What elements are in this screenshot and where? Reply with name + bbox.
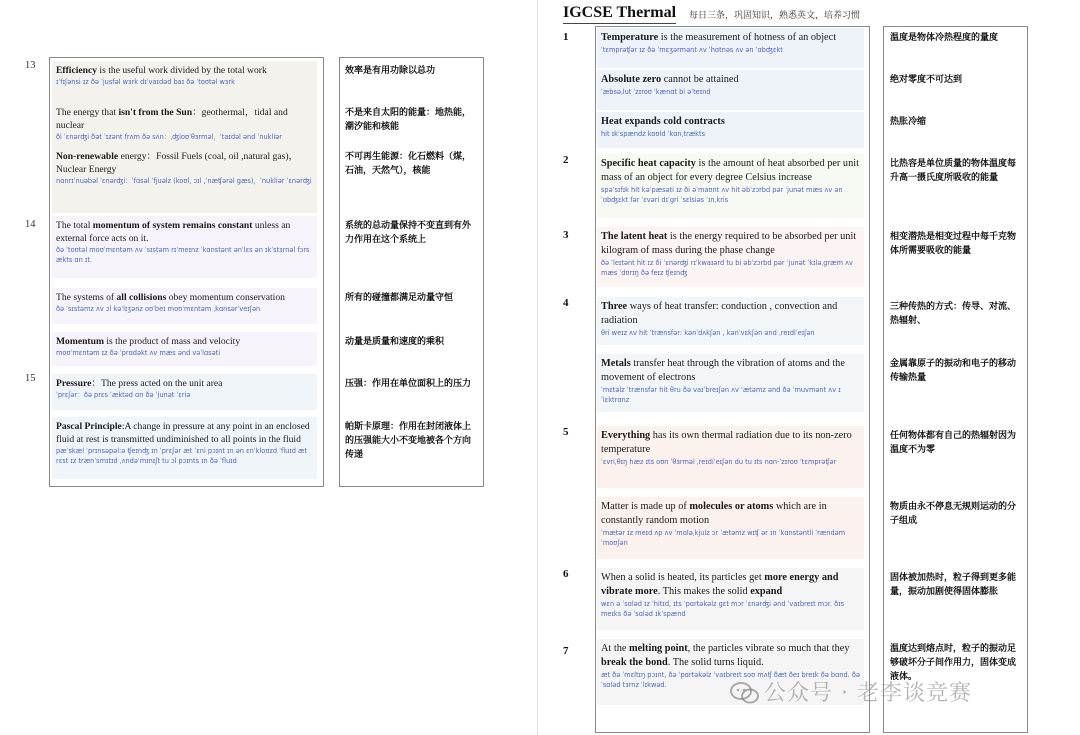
vocab-entry	[52, 147, 317, 213]
entry-phonetic: nɑnrɪˈnuəbəl ˈɛnərʤi：ˈfɑsəl ˈfjuəlz (koʊl, ɔɪl ,ˈnæʧərəl gæs)，ˈnukliər ˈɛnərʤi	[56, 177, 312, 185]
entry-phonetic: spəˈsɪfɪk hit kəˈpæsəti ɪz ði əˈmaʊnt ʌv hit əbˈzɔrbd pər ˈjunət mæs ʌv ən ˈɑbʤɛkt fər ˈɛvəri dɪˈgri ˈsɛlsiəs ˈɪnˌkris	[601, 186, 843, 204]
entry-english: Absolute zero cannot be attained	[601, 74, 739, 85]
entry-english: Everything has its own thermal radiation due to its non-zero temperature	[601, 430, 852, 455]
vocab-entry	[597, 112, 864, 148]
item-number: 6	[563, 568, 569, 580]
page-divider	[537, 0, 538, 735]
entry-phonetic: pæˈskæl ˈprɪnsəpəl:ə ʧeɪnʤ ɪn ˈprɛʃər æt ˈɛni pɔɪnt ɪn ən ɛnˈkloʊzd ˈfluɪd æt rɛst ɪz trænˈsmɪtɪd ˌʌndəˈmɪnɪʃt tu ɔl pɔɪnts ɪn ðə ˈfluɪd	[56, 447, 308, 465]
entry-phonetic: ˈɛvriˌθɪŋ hæz ɪts oʊn ˈθɜrməl ˌreɪdiˈeɪʃən du tu ɪts nɑn-ˈzɪroʊ ˈtɛmprəʧər	[601, 458, 837, 466]
entry-phonetic: ði ˈɛnərʤi ðət ˈɪzənt frʌm ðə sʌn：ˌʤioʊˈθɜrməl，ˈtaɪdəl ənd ˈnukliər	[56, 133, 282, 141]
entry-phonetic: ˈprɛʃər：ðə prɛs ˈæktəd ɑn ðə ˈjunət ˈɛriə	[56, 391, 191, 399]
item-number: 13	[25, 60, 36, 71]
entry-phonetic: wɛn ə ˈsɑləd ɪz ˈhitɪd, ɪts ˈpɑrtəkəlz gɛt mɔr ˈɛnərʤi ənd ˈvaɪbreɪt mɔr. ðɪs meɪks ðə ˈsɑləd ɪkˈspænd	[601, 600, 845, 618]
item-number: 3	[563, 229, 569, 241]
entry-chinese: 绝对零度不可达到	[890, 75, 963, 85]
vocab-entry	[52, 332, 317, 366]
entry-phonetic: ˈæbsəˌlut ˈzɪroʊ ˈkænɑt bi əˈteɪnd	[601, 88, 711, 96]
entry-phonetic: ðə ˈleɪtənt hit ɪz ði ˈɛnərʤi rɪˈkwaɪərd tu bi əbˈzɔrbd pər ˈjunət ˈkɪləˌgræm ʌv mæs ˈdʊrɪŋ ðə feɪz ʧeɪnʤ	[601, 259, 853, 277]
entry-chinese: 三种传热的方式：传导、对流、热辐射、	[890, 302, 1017, 326]
vocab-entry	[597, 227, 864, 287]
entry-chinese: 任何物体都有自己的热辐射因为温度不为零	[890, 431, 1017, 455]
item-number: 5	[563, 426, 569, 438]
vocab-entry	[597, 354, 864, 412]
item-number: 14	[25, 219, 36, 230]
entry-chinese: 温度达到熔点时，粒子的振动足够破坏分子间作用力，固体变成液体。	[890, 644, 1017, 682]
vocab-entry	[597, 28, 864, 68]
entry-phonetic: ˈmætər ɪz meɪd ʌp ʌv ˈmɑləˌkjulz ɔr ˈætəmz wɪʧ ər ɪn ˈkɑnstəntli ˈrændəm ˈmoʊʃən	[601, 529, 846, 547]
entry-english: Three ways of heat transfer: conduction , convection and radiation	[601, 301, 838, 326]
entry-phonetic: æt ðə ˈmɛltɪŋ pɔɪnt, ðə ˈpɑrtəkəlz ˈvaɪbreɪt soʊ mʌʧ ðæt ðeɪ breɪk ðə bɑnd. ðə ˈsɑləd tɜrnz ˈlɪkwəd.	[601, 671, 860, 689]
vocab-entry	[597, 568, 864, 630]
vocab-entry	[52, 417, 317, 479]
entry-english: Specific heat capacity is the amount of heat absorbed per unit mass of an object for every degree Celsius increase	[601, 158, 859, 183]
entry-english: Temperature is the measurement of hotness of an object	[601, 32, 837, 43]
entry-chinese: 不是来自太阳的能量：地热能，潮汐能和核能	[345, 108, 472, 132]
vocab-entry	[597, 297, 864, 345]
entry-phonetic: ˈmɛtəlz ˈtrænsfər hit θru ðə vaɪˈbreɪʃən ʌv ˈætəmz ənd ðə ˈmuvmənt ʌv ɪˈlɛktrɑnz	[601, 386, 841, 404]
vocab-entry	[597, 154, 864, 218]
wechat-icon	[730, 682, 760, 704]
entry-chinese: 比热容是单位质量的物体温度每升高一摄氏度所吸收的能量	[890, 159, 1017, 183]
watermark-text: 公众号 · 老李谈竞赛	[764, 681, 972, 706]
item-number: 7	[563, 645, 569, 657]
item-number: 2	[563, 154, 569, 166]
entry-english: Matter is made up of molecules or atoms which are in constantly random motion	[601, 501, 827, 526]
entry-chinese: 不可再生能源：化石燃料（煤，石油，天然气），核能	[345, 152, 472, 176]
entry-english: The total momentum of system remains constant unless an external force acts on it.	[56, 220, 291, 244]
vocab-entry	[52, 288, 317, 324]
vocab-entry	[52, 374, 317, 410]
entry-phonetic: ˈtɛmprəʧər ɪz ðə ˈmɛʒərmənt ʌv ˈhɑtnəs ʌv ən ˈɑbʤɛkt	[601, 46, 783, 54]
page-title: IGCSE Thermal	[563, 3, 676, 24]
entry-english: The energy that isn't from the Sun：geothermal，tidal and nuclear	[56, 107, 288, 131]
entry-english: At the melting point, the particles vibrate so much that they break the bond. The solid turns liquid.	[601, 643, 850, 668]
entry-english: Momentum is the product of mass and velocity	[56, 336, 241, 347]
entry-english: The latent heat is the energy required to be absorbed per unit kilogram of mass during the phase change	[601, 231, 857, 256]
entry-english: Efficiency is the useful work divided by the total work	[56, 65, 267, 76]
entry-chinese: 效率是有用功除以总功	[345, 66, 436, 76]
entry-chinese: 相变潜热是相变过程中每千克物体所需要吸收的能量	[890, 232, 1017, 256]
item-number: 1	[563, 31, 569, 43]
entry-phonetic: ɪˈfɪʃənsi ɪz ðə ˈjusfəl wɜrk dɪˈvaɪdəd baɪ ðə ˈtoʊtəl wɜrk	[56, 78, 235, 86]
entry-chinese: 物质由永不停息无规则运动的分子组成	[890, 502, 1017, 526]
vocab-entry	[597, 70, 864, 110]
vocab-entry	[597, 426, 864, 488]
entry-english: Non-renewable energy：Fossil Fuels (coal, oil ,natural gas)，Nuclear Energy	[56, 151, 299, 175]
entry-chinese: 固体被加热时，粒子得到更多能量，振动加剧使得固体膨胀	[890, 573, 1017, 597]
entry-english: Pressure：The press acted on the unit area	[56, 378, 223, 389]
entry-chinese: 帕斯卡原理：作用在封闭液体上的压强能大小不变地被各个方向传递	[345, 422, 472, 460]
entry-english: The systems of all collisions obey momentum conservation	[56, 292, 285, 303]
entry-english: Heat expands cold contracts	[601, 116, 725, 127]
watermark	[730, 676, 972, 707]
entry-chinese: 所有的碰撞都满足动量守恒	[345, 293, 454, 303]
entry-chinese: 热胀冷缩	[890, 117, 927, 127]
entry-english: When a solid is heated, its particles get more energy and vibrate more. This makes the solid expand	[601, 572, 839, 597]
vocab-entry	[52, 216, 317, 278]
vocab-entry	[52, 61, 317, 103]
entry-chinese: 动量是质量和速度的乘积	[345, 337, 445, 347]
page-subtitle: 每日三条，巩固知识，熟悉英文，培养习惯	[689, 11, 861, 21]
vocab-entry	[597, 497, 864, 559]
item-number: 4	[563, 297, 569, 309]
entry-english: Metals transfer heat through the vibration of atoms and the movement of electrons	[601, 358, 845, 383]
entry-chinese: 金属靠原子的振动和电子的移动传输热量	[890, 359, 1017, 383]
vocab-entry	[52, 103, 317, 147]
entry-english: Pascal Principle:A change in pressure at any point in an enclosed fluid at rest is transmitted undiminished to all points in the fluid	[56, 421, 310, 445]
entry-phonetic: hit ɪkˈspændz koʊld ˈkɑnˌtrækts	[601, 130, 706, 138]
entry-chinese: 温度是物体冷热程度的量度	[890, 33, 999, 43]
entry-phonetic: ðə ˈtoʊtəl moʊˈmɛntəm ʌv ˈsɪstəm rɪˈmeɪnz ˈkɑnstənt ənˈlɛs ən ɪkˈstɜrnəl fɔrs ækts ɑn ɪt.	[56, 246, 310, 264]
entry-phonetic: ðə ˈsɪstəmz ʌv ɔl kəˈlɪʒənz oʊˈbeɪ moʊˈmɛntəm ˌkɑnsərˈveɪʃən	[56, 305, 261, 313]
entry-phonetic: moʊˈmɛntəm ɪz ðə ˈprɑdəkt ʌv mæs ənd vəˈlɑsəti	[56, 349, 221, 357]
item-number: 15	[25, 373, 36, 384]
entry-chinese: 压强：作用在单位面积上的压力	[345, 379, 472, 389]
entry-chinese: 系统的总动量保持不变直到有外力作用在这个系统上	[345, 221, 472, 245]
entry-phonetic: θri weɪz ʌv hit ˈtrænsfər: kənˈdʌkʃən , kənˈvɛkʃən ənd ˌreɪdiˈeɪʃən	[601, 329, 815, 337]
